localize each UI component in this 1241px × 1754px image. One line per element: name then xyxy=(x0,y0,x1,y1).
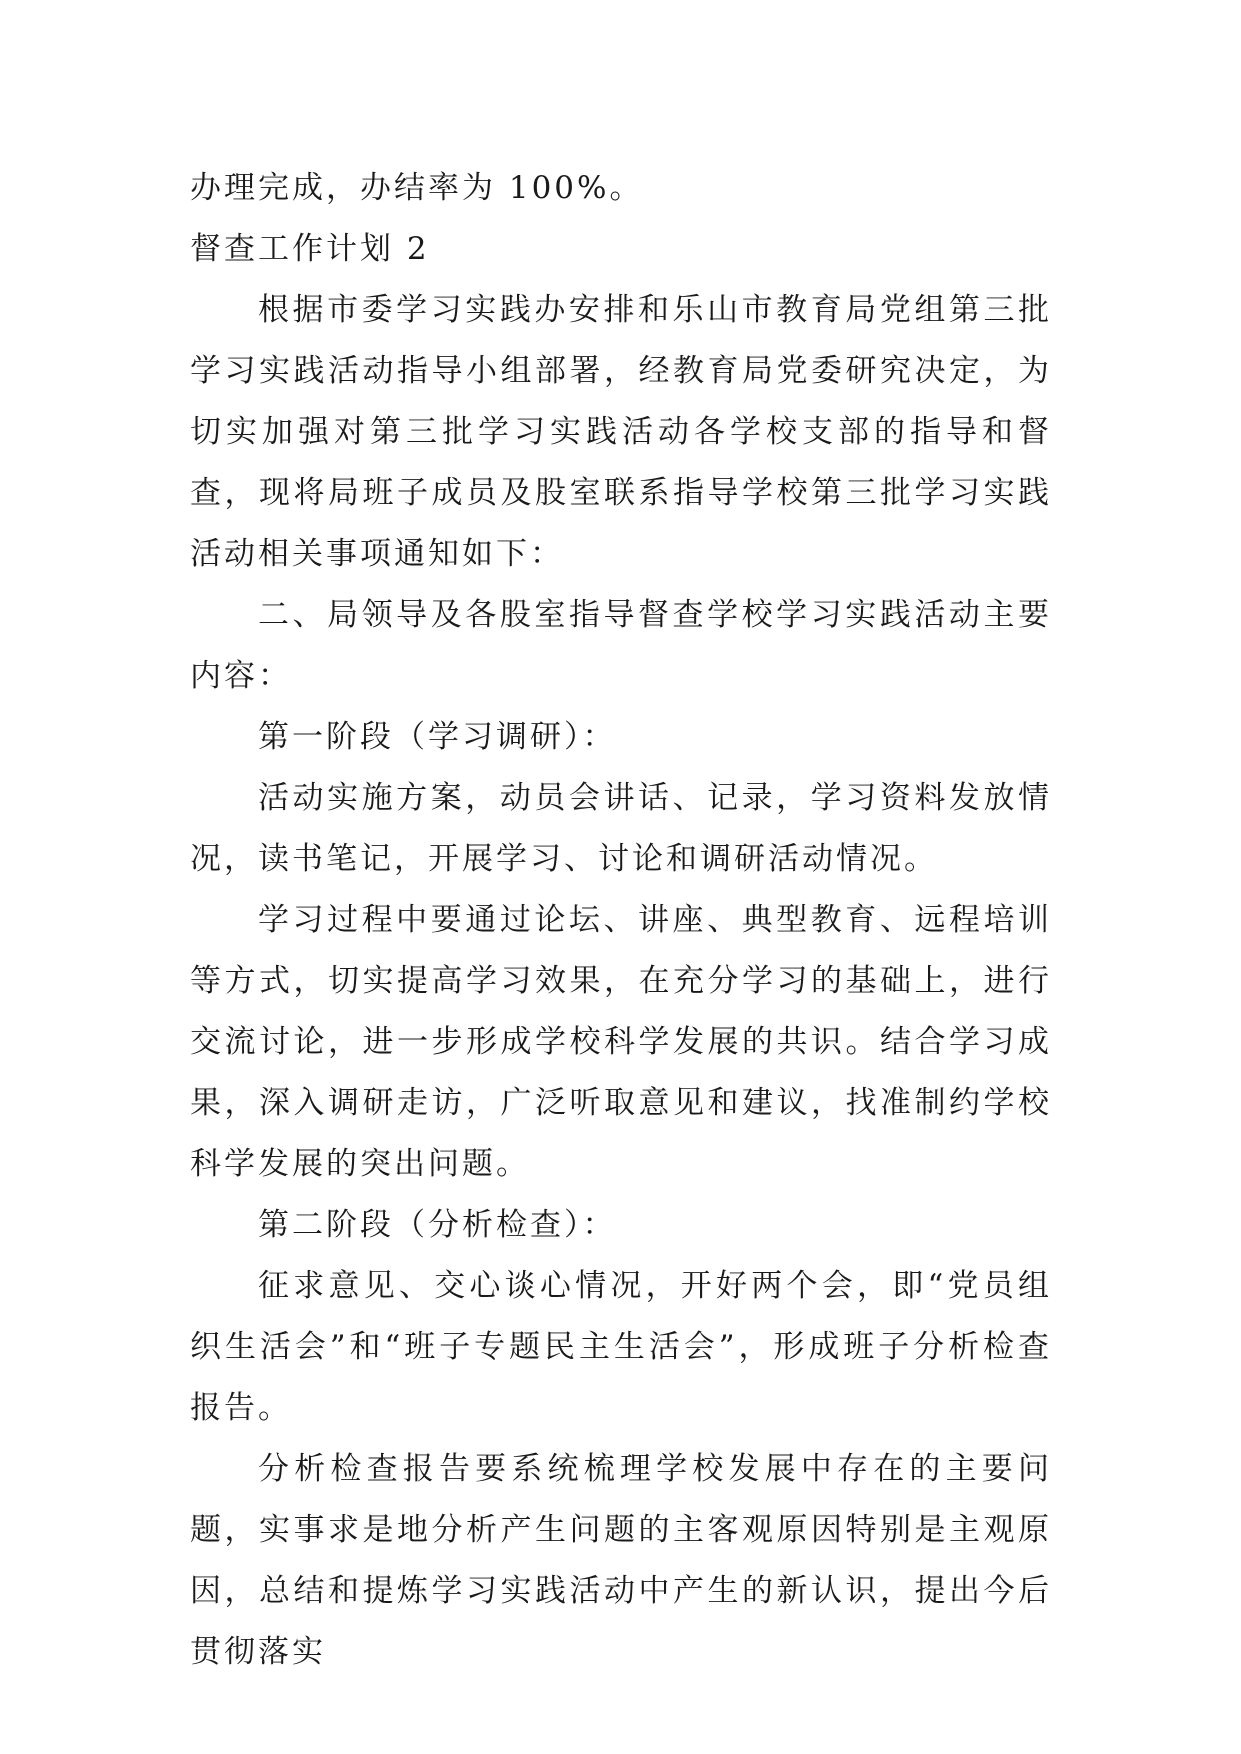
document-body xyxy=(190,158,1052,1683)
paragraph-stage-one-detail: 学习过程中要通过论坛、讲座、典型教育、远程培训等方式，切实提高学习效果，在充分学习的基础上，进行交流讨论，进一步形成学校科学发展的共识。结合学习成果，深入调研走访，广泛听取意见和建议，找准制约学校科学发展的突出问题。 xyxy=(190,902,1052,1182)
section-heading: 督查工作计划 2 xyxy=(190,231,430,267)
paragraph-section-two: 二、局领导及各股室指导督查学校学习实践活动主要内容： xyxy=(190,597,1052,694)
paragraph-stage-two-detail: 分析检查报告要系统梳理学校发展中存在的主要问题，实事求是地分析产生问题的主客观原因特别是主观原因，总结和提炼学习实践活动中产生的新认识，提出今后贯彻落实 xyxy=(190,1451,1052,1670)
paragraph-stage-one-items: 活动实施方案，动员会讲话、记录，学习资料发放情况，读书笔记，开展学习、讨论和调研活动情况。 xyxy=(190,780,1052,877)
paragraph-completion-rate: 办理完成，办结率为 100%。 xyxy=(190,170,644,206)
paragraph-intro: 根据市委学习实践办安排和乐山市教育局党组第三批学习实践活动指导小组部署，经教育局党委研究决定，为切实加强对第三批学习实践活动各学校支部的指导和督查，现将局班子成员及股室联系指导学校第三批学习实践活动相关事项通知如下： xyxy=(190,292,1052,572)
paragraph-stage-one-title: 第一阶段（学习调研）： xyxy=(258,719,617,755)
paragraph-stage-two-items: 征求意见、交心谈心情况，开好两个会，即“党员组织生活会”和“班子专题民主生活会”，形成班子分析检查报告。 xyxy=(190,1268,1052,1426)
paragraph-stage-two-title: 第二阶段（分析检查）： xyxy=(258,1207,617,1243)
